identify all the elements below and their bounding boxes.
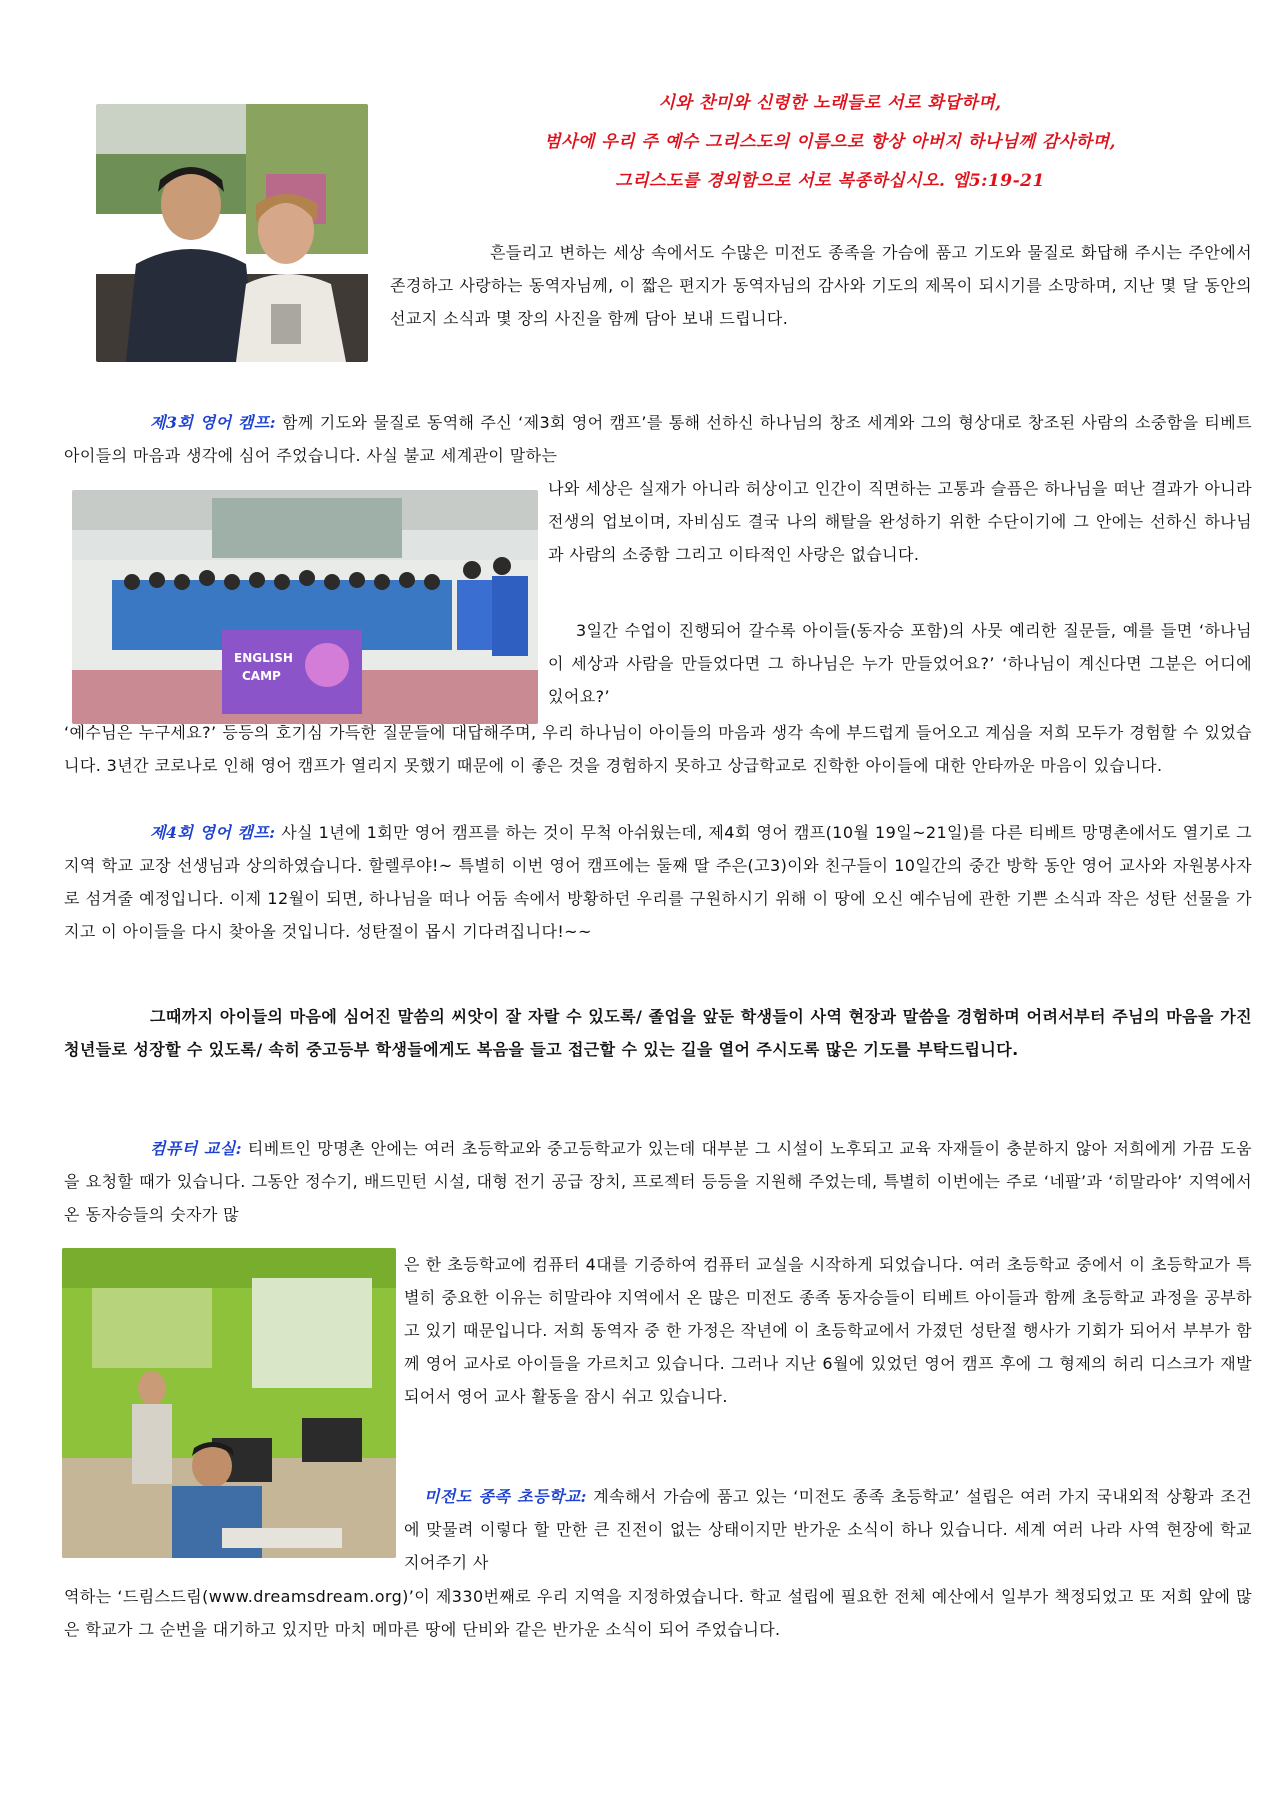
school-paragraph-b [64,1580,1252,1646]
computer-class-photo [62,1248,396,1558]
prayer-text: 그때까지 아이들의 마음에 심어진 말씀의 씨앗이 잘 자랄 수 있도록/ 졸업을 앞둔 학생들이 사역 현장과 말씀을 경험하며 어려서부터 주님의 마음을 가진 청년들로 성장할 수 있도록/ 속히 중고등부 학생들에게도 복음을 들고 접근할 수 있는 길을 열어 주시도록 많은 기도를 부탁드립니다. [64,1007,1252,1059]
computer-heading: 컴퓨터 교실: [150,1139,242,1158]
camp4-heading: 제4회 영어 캠프: [150,823,276,842]
camp3-text-b: 나와 세상은 실재가 아니라 허상이고 인간이 직면하는 고통과 슬픔은 하나님을 떠난 결과가 아니라 전생의 업보이며, 자비심도 결국 나의 해탈을 완성하기 위한 수단이기에 그 안에는 선하신 하나님과 사람의 소중함 그리고 이타적인 사랑은 없습니다. [548,479,1252,564]
verse-line-1: 시와 찬미와 신령한 노래들로 서로 화답하며, [658,93,1002,113]
banner-line-2: CAMP [242,669,281,683]
intro-text: 흔들리고 변하는 세상 속에서도 수많은 미전도 종족을 가슴에 품고 기도와 물질로 화답해 주시는 주안에서 존경하고 사랑하는 동역자님께, 이 짧은 편지가 동역자님의 감사와 기도의 제목이 되시기를 소망하며, 지난 몇 달 동안의 선교지 소식과 몇 장의 사진을 함께 담아 보내 드립니다. [390,243,1252,328]
prayer-request [64,1000,1252,1066]
couple-photo [96,104,368,362]
english-camp-photo [72,490,538,724]
school-text-b: 역하는 ‘드림스드림(www.dreamsdream.org)’이 제330번째로 우리 지역을 지정하였습니다. 학교 설립에 필요한 전체 예산에서 일부가 책정되었고 또 저희 앞에 많은 학교가 그 순번을 대기하고 있지만 마치 메마른 땅에 단비와 같은 반가운 소식이 되어 주었습니다. [64,1587,1252,1639]
camp4-text: 사실 1년에 1회만 영어 캠프를 하는 것이 무척 아쉬웠는데, 제4회 영어 캠프(10월 19일~21일)를 다른 티베트 망명촌에서도 열기로 그 지역 학교 교장 선생님과 상의하였습니다. 할렐루야!~ 특별히 이번 영어 캠프에는 둘째 딸 주은(고3)이와 친구들이 10일간의 중간 방학 동안 영어 교사와 자원봉사자로 섬겨줄 예정입니다. 이제 12월이 되면, 하나님을 떠나 어둠 속에서 방황하던 우리를 구원하시기 위해 이 땅에 오신 예수님에 관한 기쁜 소식과 작은 성탄 선물을 가지고 이 아이들을 다시 찾아올 것입니다. 성탄절이 몹시 기다려집니다!~~ [64,823,1252,941]
camp3-text-a: 함께 기도와 물질로 동역해 주신 ‘제3회 영어 캠프’를 통해 선하신 하나님의 창조 세계와 그의 형상대로 창조된 사람의 소중함을 티베트 아이들의 마음과 생각에 심어 주었습니다. 사실 불교 세계관이 말하는 [64,413,1252,465]
verse-line-2: 범사에 우리 주 예수 그리스도의 이름으로 항상 아버지 하나님께 감사하며, [544,132,1116,152]
scripture-verse [400,84,1260,201]
computer-paragraph [64,1132,1252,1231]
camp4-paragraph [64,816,1252,948]
computer-paragraph-b [404,1248,1252,1413]
camp3-paragraph [64,406,1252,472]
computer-text-b: 은 한 초등학교에 컴퓨터 4대를 기증하여 컴퓨터 교실을 시작하게 되었습니다. 여러 초등학교 중에서 이 초등학교가 특별히 중요한 이유는 히말라야 지역에서 온 많은 미전도 종족 동자승들이 티베트 아이들과 함께 초등학교 과정을 공부하고 있기 때문입니다. 저희 동역자 중 한 가정은 작년에 이 초등학교에서 가졌던 성탄절 행사가 기회가 되어서 부부가 함께 영어 교사로 아이들을 가르치고 있습니다. 그러나 지난 6월에 있었던 영어 캠프 후에 그 형제의 허리 디스크가 재발 되어서 영어 교사 활동을 잠시 쉬고 있습니다. [404,1255,1252,1406]
camp3-text-c: 3일간 수업이 진행되어 갈수록 아이들(동자승 포함)의 사뭇 예리한 질문들, 예를 들면 ‘하나님이 세상과 사람을 만들었다면 그 하나님은 누가 만들었어요?’ ‘하나님이 계신다면 그분은 어디에 있어요?’ [548,621,1252,706]
computer-text-a: 티베트인 망명촌 안에는 여러 초등학교와 중고등학교가 있는데 대부분 그 시설이 노후되고 교육 자재들이 충분하지 않아 저희에게 가끔 도움을 요청할 때가 있습니다. 그동안 정수기, 배드민턴 시설, 대형 전기 공급 장치, 프로젝터 등등을 지원해 주었는데, 특별히 이번에는 주로 ‘네팔’과 ‘히말라야’ 지역에서 온 동자승들의 숫자가 많 [64,1139,1252,1224]
camp3-text-d: ‘예수님은 누구세요?’ 등등의 호기심 가득한 질문들에 대답해주며, 우리 하나님이 아이들의 마음과 생각 속에 부드럽게 들어오고 계심을 저희 모두가 경험할 수 있었습니다. 3년간 코로나로 인해 영어 캠프가 열리지 못했기 때문에 이 좋은 것을 경험하지 못하고 상급학교로 진학한 아이들에 대한 안타까운 마음이 있습니다. [64,723,1252,775]
camp3-paragraph-d [64,716,1252,782]
banner-line-1: ENGLISH [234,651,293,665]
camp3-paragraph-c [548,614,1252,713]
intro-paragraph [390,236,1252,335]
school-paragraph [404,1480,1252,1579]
camp3-paragraph-b [548,472,1252,571]
camp3-heading: 제3회 영어 캠프: [150,413,276,432]
school-heading: 미전도 종족 초등학교: [424,1487,587,1506]
school-text-a: 계속해서 가슴에 품고 있는 ‘미전도 종족 초등학교’ 설립은 여러 가지 국내외적 상황과 조건에 맞물려 이렇다 할 만한 큰 진전이 없는 상태이지만 반가운 소식이 하나 있습니다. 세계 여러 나라 사역 현장에 학교 지어주기 사 [404,1487,1252,1572]
verse-line-3: 그리스도를 경외함으로 서로 복종하십시오. 엡5:19-21 [615,171,1045,191]
